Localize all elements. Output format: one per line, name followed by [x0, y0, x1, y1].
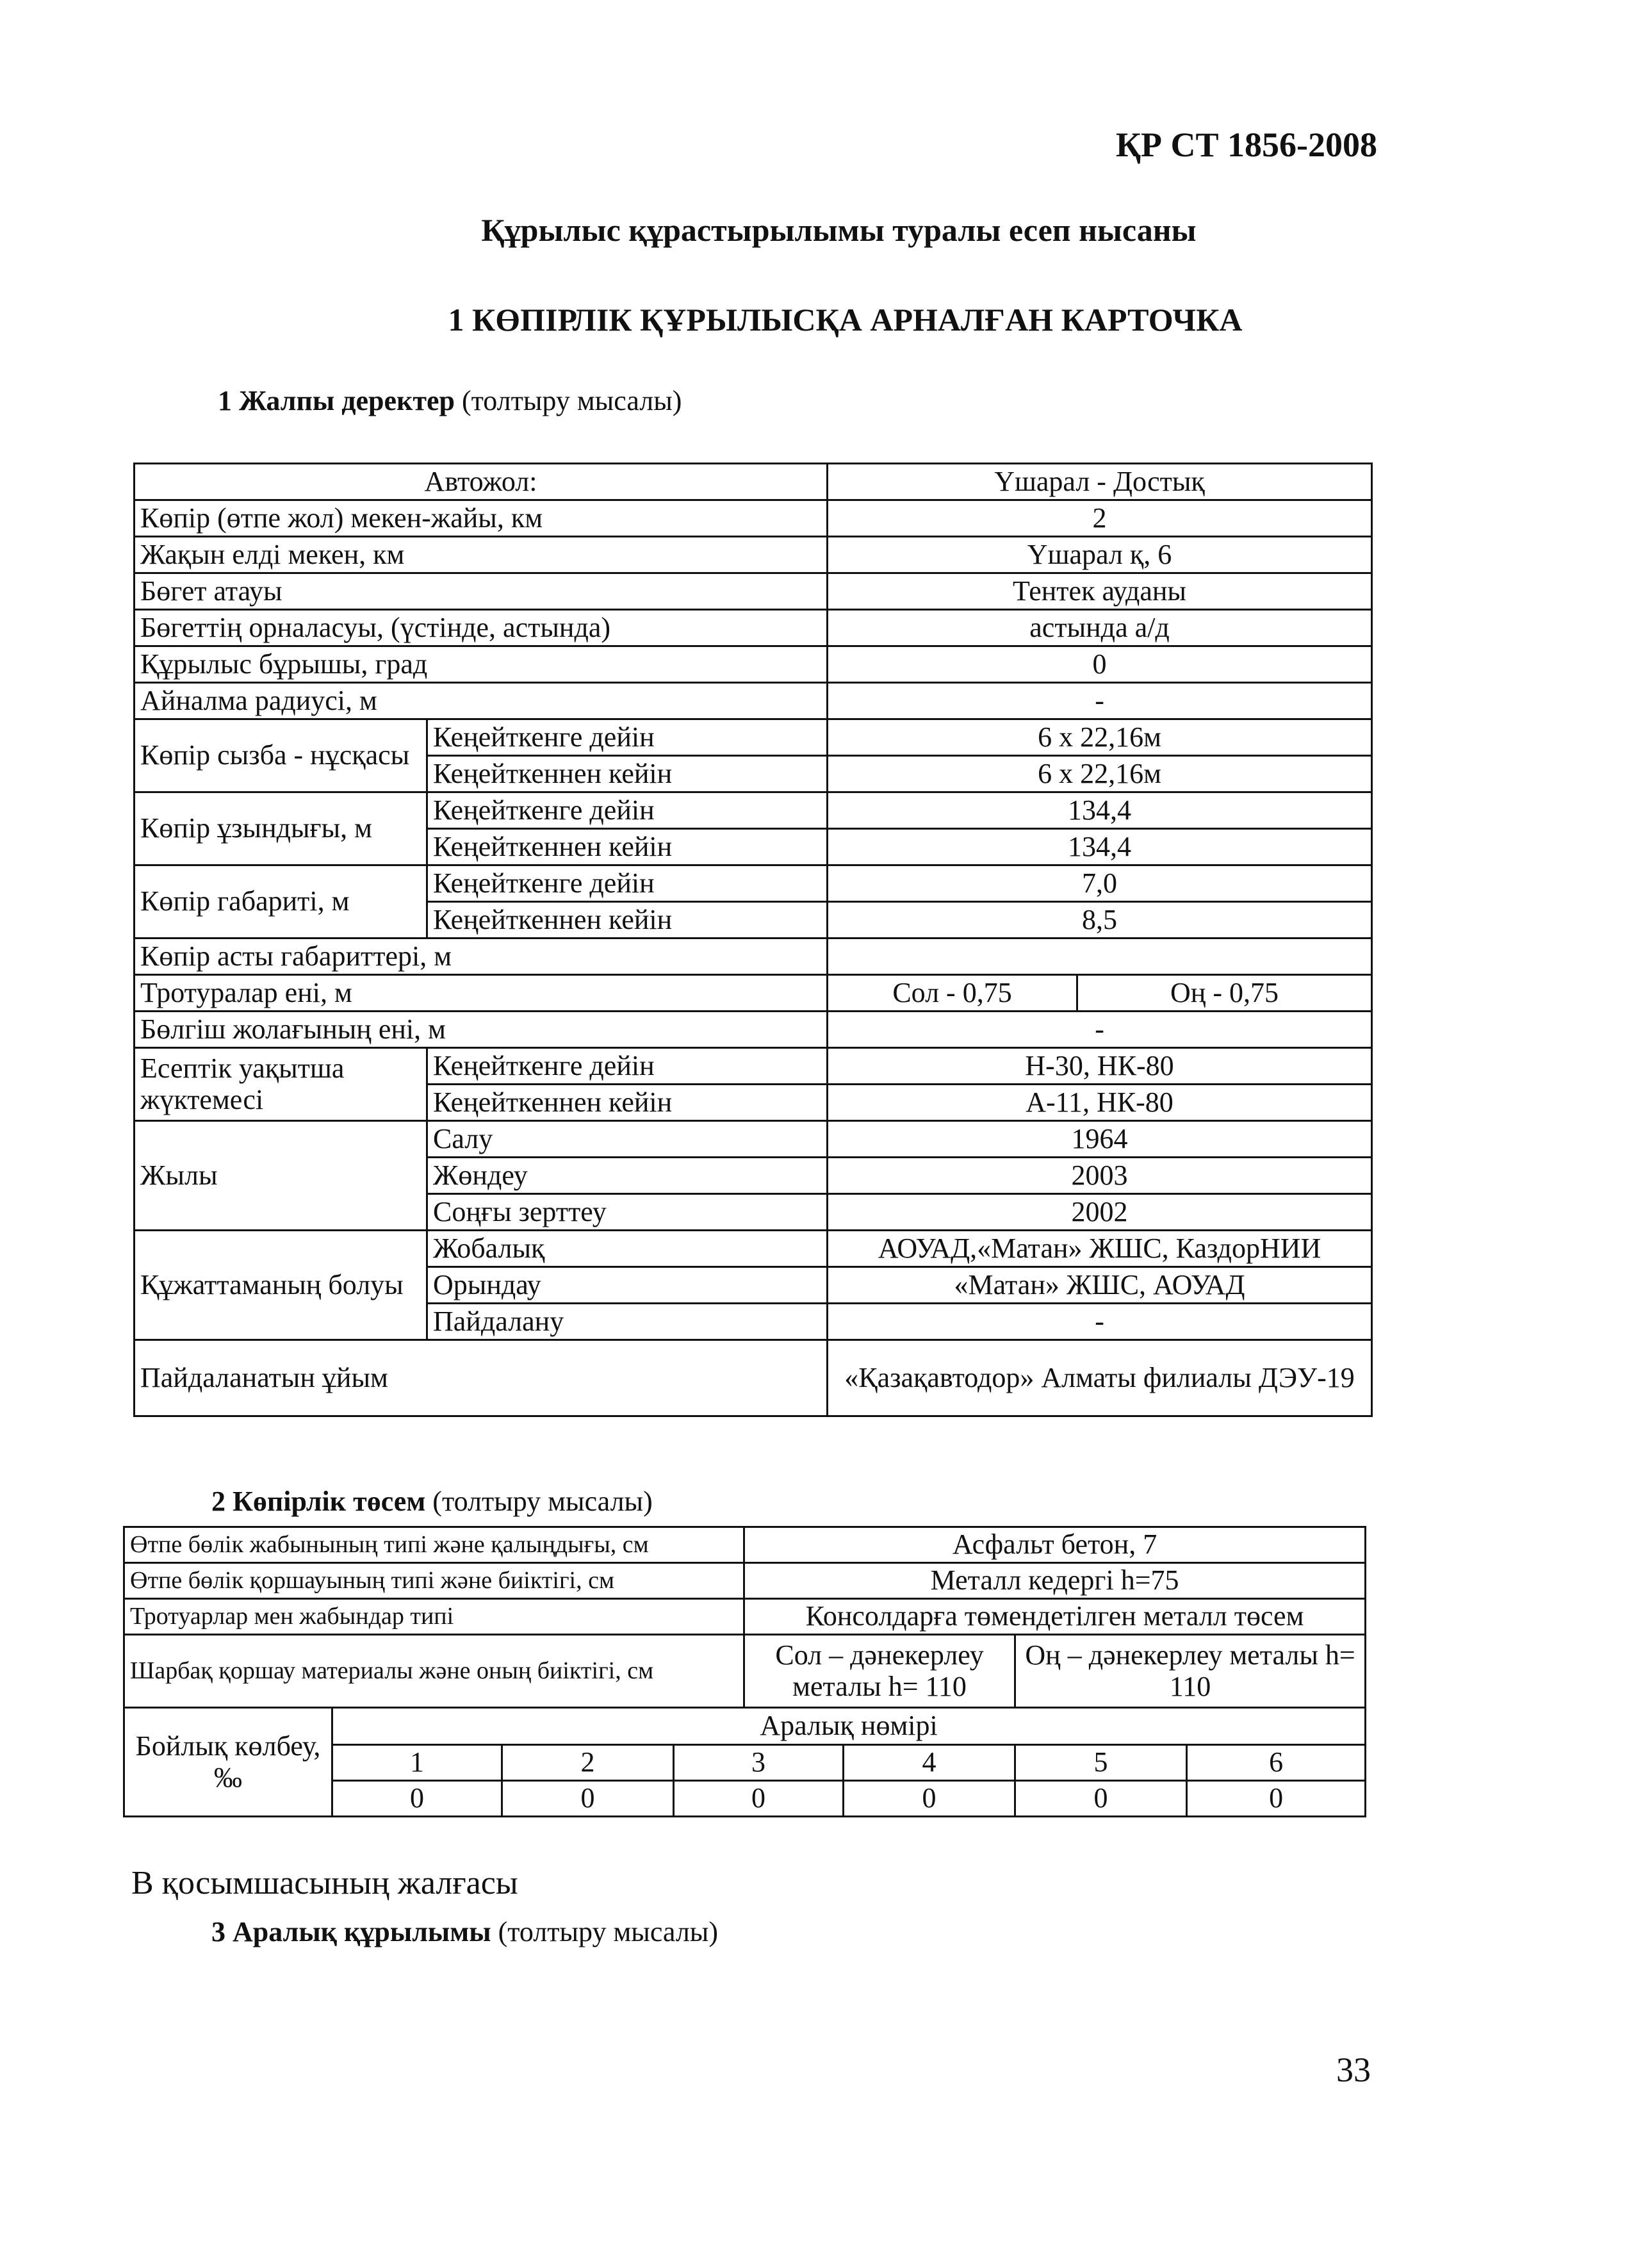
obstacle-label: Бөгет атауы — [135, 573, 828, 610]
scheme-label: Көпір сызба - нұсқасы — [135, 719, 427, 792]
load-after-value: А-11, НК-80 — [828, 1085, 1372, 1121]
scheme-before-value: 6 х 22,16м — [828, 719, 1372, 756]
standard-number: ҚР СТ 1856-2008 — [1115, 126, 1377, 164]
docs-exec-label: Орындау — [427, 1267, 828, 1304]
radius-label: Айналма радиусі, м — [135, 683, 828, 719]
length-label: Көпір ұзындығы, м — [135, 792, 427, 865]
table-row — [135, 573, 1372, 610]
table-row — [124, 1708, 1366, 1745]
years-label: Жылы — [135, 1121, 427, 1231]
length-after-label: Кеңейткеннен кейін — [427, 829, 828, 865]
table-row — [135, 464, 1372, 500]
deck-table — [123, 1526, 1366, 1817]
docs-use-label: Пайдалану — [427, 1304, 828, 1340]
load-label: Есептік уақытша жүктемесі — [135, 1048, 427, 1121]
clearance-after-label: Кеңейткеннен кейін — [427, 902, 828, 938]
table-row — [135, 938, 1372, 975]
span-number: 3 — [674, 1745, 844, 1781]
divider-value: - — [828, 1012, 1372, 1048]
sidewalk-type-value: Консолдарға төмендетілген металл төсем — [744, 1599, 1366, 1635]
surface-label: Өтпе бөлік жабынының типі және қалыңдығы, см — [124, 1527, 744, 1563]
section3-heading — [211, 1915, 718, 1948]
slope-value: 0 — [502, 1781, 674, 1817]
span-header: Аралық нөмірі — [332, 1708, 1366, 1745]
section1-heading — [218, 384, 682, 417]
built-value: 1964 — [828, 1121, 1372, 1158]
table-row — [124, 1635, 1366, 1708]
table-row — [135, 500, 1372, 537]
appendix-continuation: В қосымшасының жалғасы — [131, 1865, 518, 1901]
general-data-table — [133, 463, 1373, 1417]
slope-value: 0 — [332, 1781, 502, 1817]
angle-label: Құрылыс бұрышы, град — [135, 646, 828, 683]
clearance-before-label: Кеңейткенге дейін — [427, 865, 828, 902]
railing-label: Шарбақ қоршау материалы және оның биіктігі, см — [124, 1635, 744, 1708]
obstacle-value: Тентек ауданы — [828, 573, 1372, 610]
address-value: 2 — [828, 500, 1372, 537]
address-label: Көпір (өтпе жол) мекен-жайы, км — [135, 500, 828, 537]
clearance-after-value: 8,5 — [828, 902, 1372, 938]
table-row — [135, 1121, 1372, 1158]
span-number: 1 — [332, 1745, 502, 1781]
divider-label: Бөлгіш жолағының ені, м — [135, 1012, 828, 1048]
radius-value: - — [828, 683, 1372, 719]
table-row — [135, 683, 1372, 719]
scheme-before-label: Кеңейткенге дейін — [427, 719, 828, 756]
span-number: 5 — [1015, 1745, 1187, 1781]
settlement-value: Үшарал қ, 6 — [828, 537, 1372, 573]
survey-value: 2002 — [828, 1194, 1372, 1231]
section2-heading — [211, 1485, 653, 1518]
table-row — [135, 1340, 1372, 1416]
span-number: 2 — [502, 1745, 674, 1781]
road-label: Автожол: — [135, 464, 828, 500]
operator-label: Пайдаланатын ұйым — [135, 1340, 828, 1416]
span-number: 6 — [1187, 1745, 1366, 1781]
railing-right-value: Оң – дәнекерлеу металы h= 110 — [1015, 1635, 1366, 1708]
table-row — [135, 1012, 1372, 1048]
length-after-value: 134,4 — [828, 829, 1372, 865]
table-row — [135, 792, 1372, 829]
load-before-value: Н-30, НК-80 — [828, 1048, 1372, 1085]
slope-value: 0 — [674, 1781, 844, 1817]
table-row — [124, 1563, 1366, 1599]
slope-label: Бойлық көлбеу, ‰ — [124, 1708, 332, 1817]
table-row — [135, 610, 1372, 646]
docs-use-value: - — [828, 1304, 1372, 1340]
clearance-label: Көпір габариті, м — [135, 865, 427, 938]
form-title: Құрылыс құрастырылымы туралы есеп нысаны — [481, 212, 1197, 248]
section1-note: (толтыру мысалы) — [461, 385, 682, 416]
under-clearance-value — [828, 938, 1372, 975]
operator-value: «Қазақавтодор» Алматы филиалы ДЭУ-19 — [828, 1340, 1372, 1416]
table-row — [124, 1527, 1366, 1563]
obstacle-position-label: Бөгеттің орналасуы, (үстінде, астында) — [135, 610, 828, 646]
sidewalk-right-value: Оң - 0,75 — [1077, 975, 1372, 1012]
road-value: Үшарал - Достық — [828, 464, 1372, 500]
docs-exec-value: «Матан» ЖШС, АОУАД — [828, 1267, 1372, 1304]
angle-value: 0 — [828, 646, 1372, 683]
settlement-label: Жақын елді мекен, км — [135, 537, 828, 573]
card-title: 1 КӨПІРЛІК ҚҰРЫЛЫСҚА АРНАЛҒАН КАРТОЧКА — [448, 302, 1243, 338]
table-row — [135, 646, 1372, 683]
length-before-value: 134,4 — [828, 792, 1372, 829]
clearance-before-value: 7,0 — [828, 865, 1372, 902]
built-label: Салу — [427, 1121, 828, 1158]
section2-note: (толтыру мысалы) — [432, 1486, 653, 1517]
slope-value: 0 — [1015, 1781, 1187, 1817]
table-row — [135, 1048, 1372, 1085]
under-clearance-label: Көпір асты габариттері, м — [135, 938, 828, 975]
survey-label: Соңғы зерттеу — [427, 1194, 828, 1231]
section3-note: (толтыру мысалы) — [498, 1916, 719, 1947]
load-after-label: Кеңейткеннен кейін — [427, 1085, 828, 1121]
sidewalk-type-label: Тротуарлар мен жабындар типі — [124, 1599, 744, 1635]
fence-label: Өтпе бөлік қоршауының типі және биіктігі, см — [124, 1563, 744, 1599]
section1-title: 1 Жалпы деректер — [218, 385, 455, 416]
section3-title: 3 Аралық құрылымы — [211, 1916, 491, 1947]
obstacle-position-value: астында а/д — [828, 610, 1372, 646]
table-row — [135, 719, 1372, 756]
section2-title: 2 Көпірлік төсем — [211, 1486, 426, 1517]
docs-label: Құжаттаманың болуы — [135, 1231, 427, 1340]
length-before-label: Кеңейткенге дейін — [427, 792, 828, 829]
railing-left-value: Сол – дәнекерлеу металы h= 110 — [744, 1635, 1015, 1708]
slope-value: 0 — [1187, 1781, 1366, 1817]
repair-value: 2003 — [828, 1158, 1372, 1194]
table-row — [135, 1231, 1372, 1267]
scheme-after-label: Кеңейткеннен кейін — [427, 756, 828, 792]
span-number: 4 — [844, 1745, 1015, 1781]
slope-value: 0 — [844, 1781, 1015, 1817]
sidewalk-left-value: Сол - 0,75 — [828, 975, 1077, 1012]
docs-design-value: АОУАД,«Матан» ЖШС, КаздорНИИ — [828, 1231, 1372, 1267]
table-row — [124, 1599, 1366, 1635]
repair-label: Жөндеу — [427, 1158, 828, 1194]
scheme-after-value: 6 х 22,16м — [828, 756, 1372, 792]
load-before-label: Кеңейткенге дейін — [427, 1048, 828, 1085]
table-row — [135, 865, 1372, 902]
sidewalk-label: Тротуралар ені, м — [135, 975, 828, 1012]
table-row — [135, 975, 1372, 1012]
page-number: 33 — [1336, 2051, 1371, 2089]
surface-value: Асфальт бетон, 7 — [744, 1527, 1366, 1563]
fence-value: Металл кедергі h=75 — [744, 1563, 1366, 1599]
docs-design-label: Жобалық — [427, 1231, 828, 1267]
table-row — [135, 537, 1372, 573]
